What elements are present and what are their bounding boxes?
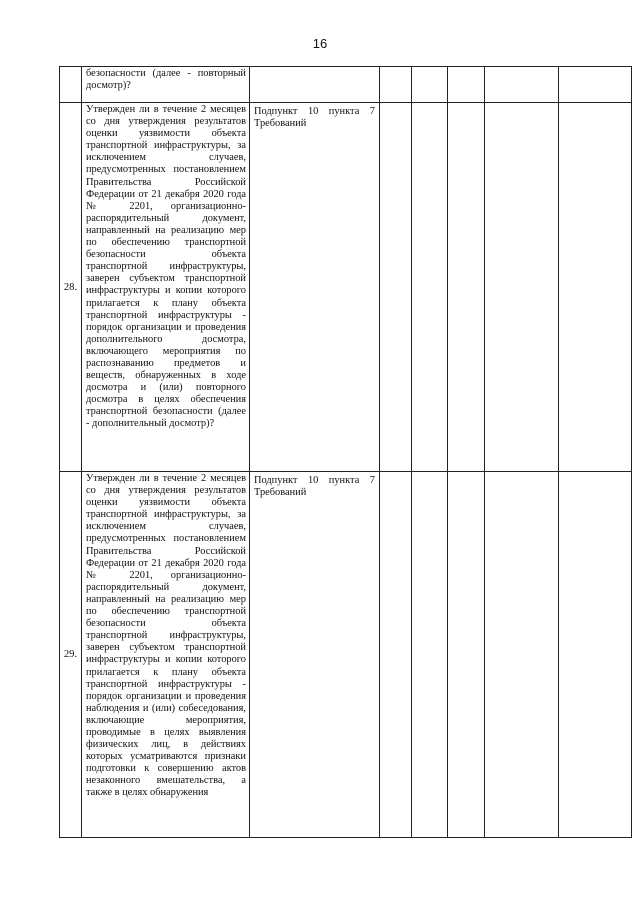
question-cell [82, 103, 250, 472]
question-cell [82, 67, 250, 103]
notes-cell[interactable] [485, 103, 559, 472]
reference-word: 10 [307, 106, 319, 117]
comment-cell[interactable] [559, 67, 632, 103]
reference-word: Требований [254, 118, 307, 130]
reference-word: Требований [254, 487, 307, 499]
row-number-cell [60, 67, 82, 103]
reference-word: 7 [369, 106, 375, 117]
table-row-continuation [60, 67, 632, 103]
table-row-29 [60, 472, 632, 838]
answer-cell-no[interactable] [412, 67, 448, 103]
answer-cell-yes[interactable] [380, 67, 412, 103]
answer-cell-na[interactable] [448, 472, 485, 838]
answer-cell-no[interactable] [412, 472, 448, 838]
reference-word: пункта [328, 106, 360, 117]
reference-cell [250, 472, 380, 838]
answer-cell-na[interactable] [448, 67, 485, 103]
row-number-cell: 28. [60, 103, 82, 472]
reference-word: Подпункт [254, 475, 298, 486]
reference-cell [250, 103, 380, 472]
checklist-table [59, 66, 632, 838]
reference-word: 7 [369, 475, 375, 486]
notes-cell[interactable] [485, 67, 559, 103]
reference-cell [250, 67, 380, 103]
comment-cell[interactable] [559, 103, 632, 472]
answer-cell-na[interactable] [448, 103, 485, 472]
reference-text [250, 67, 379, 70]
reference-word: Подпункт [254, 106, 298, 117]
question-text: Утвержден ли в течение 2 месяцев со дня утверждения результатов оценки уязвимости объекта транспортной инфраструктуры, за исключением случаев, предусмотренных постановлением Правительства Российской Федерации от 21 декабря 2020 года № 2201, организационно-распорядительный документ, направленный на реализацию мер по обеспечению транспортной безопасности объекта транспортной инфраструктуры, заверен субъектом транспортной инфраструктуры и копии которого прилагается к плану объекта транспортной инфраструктуры - порядок организации и проведения дополнительного досмотра, включающего мероприятия по распознаванию предметов и веществ, обнаруженных в ходе досмотра и (или) повторного досмотра в целях обеспечения транспортной безопасности (далее - дополнительный досмотр)? [86, 104, 246, 430]
answer-cell-no[interactable] [412, 103, 448, 472]
answer-cell-yes[interactable] [380, 472, 412, 838]
reference-text [250, 103, 379, 130]
answer-cell-yes[interactable] [380, 103, 412, 472]
notes-cell[interactable] [485, 472, 559, 838]
question-text: безопасности (далее - повторный досмотр)? [86, 68, 246, 92]
row-number-cell: 29. [60, 472, 82, 838]
reference-word: пункта [328, 475, 360, 486]
table-row-28 [60, 103, 632, 472]
question-text: Утвержден ли в течение 2 месяцев со дня утверждения результатов оценки уязвимости объекта транспортной инфраструктуры, за исключением случаев, предусмотренных постановлением Правительства Российской Федерации от 21 декабря 2020 года № 2201, организационно-распорядительный документ, направленный на реализацию мер по обеспечению транспортной безопасности объекта транспортной инфраструктуры, заверен субъектом транспортной инфраструктуры и копии которого прилагается к плану объекта транспортной инфраструктуры - порядок организации и проведения наблюдения и (или) собеседования, включающие мероприятия, проводимые в целях выявления физических лиц, в действиях которых усматриваются признаки подготовки к совершению актов незаконного вмешательства, а также в целях обнаружения [86, 473, 246, 799]
reference-text [250, 472, 379, 499]
comment-cell[interactable] [559, 472, 632, 838]
page-number: 16 [312, 36, 328, 51]
question-cell [82, 472, 250, 838]
reference-word: 10 [307, 475, 319, 486]
